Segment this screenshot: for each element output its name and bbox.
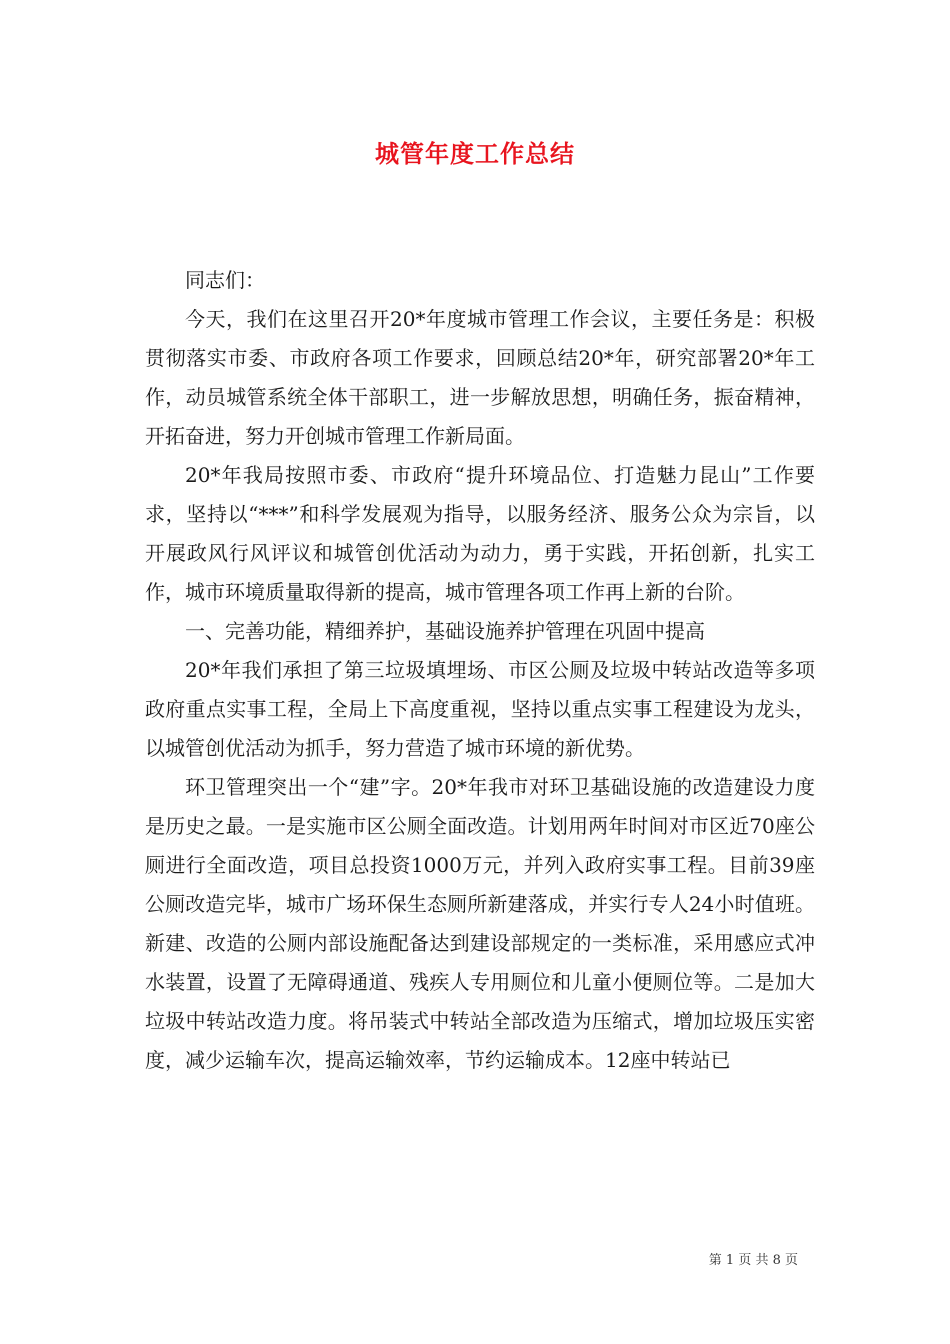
document-title: 城管年度工作总结 xyxy=(375,139,575,168)
paragraph-projects: 20*年我们承担了第三垃圾填埋场、市区公厕及垃圾中转站改造等多项政府重点实事工程，全局上下高度重视，坚持以重点实事工程建设为龙头，以城管创优活动为抓手，努力营造了城市环境的新优势。 xyxy=(145,658,815,760)
document-body xyxy=(145,261,815,1080)
page-number: 第 1 页 共 8 页 xyxy=(708,1253,798,1268)
salutation: 同志们： xyxy=(185,268,265,292)
section-heading-one: 一、完善功能，精细养护，基础设施养护管理在巩固中提高 xyxy=(185,619,705,643)
paragraph-summary: 20*年我局按照市委、市政府“提升环境品位、打造魅力昆山”工作要求，坚持以“***”和科学发展观为指导，以服务经济、服务公众为宗旨，以开展政风行风评议和城管创优活动为动力，勇于实践，开拓创新，扎实工作，城市环境质量取得新的提高，城市管理各项工作再上新的台阶。 xyxy=(145,463,815,604)
paragraph-opening: 今天，我们在这里召开20*年度城市管理工作会议，主要任务是：积极贯彻落实市委、市政府各项工作要求，回顾总结20*年，研究部署20*年工作，动员城管系统全体干部职工，进一步解放思想，明确任务，振奋精神，开拓奋进，努力开创城市管理工作新局面。 xyxy=(145,307,815,448)
paragraph-sanitation: 环卫管理突出一个“建”字。20*年我市对环卫基础设施的改造建设力度是历史之最。一是实施市区公厕全面改造。计划用两年时间对市区近70座公厕进行全面改造，项目总投资1000万元，并列入政府实事工程。目前39座公厕改造完毕，城市广场环保生态厕所新建落成，并实行专人24小时值班。新建、改造的公厕内部设施配备达到建设部规定的一类标准，采用感应式冲水装置，设置了无障碍通道、残疾人专用厕位和儿童小便厕位等。二是加大垃圾中转站改造力度。将吊装式中转站全部改造为压缩式，增加垃圾压实密度，减少运输车次，提高运输效率，节约运输成本。12座中转站已 xyxy=(145,775,815,1072)
